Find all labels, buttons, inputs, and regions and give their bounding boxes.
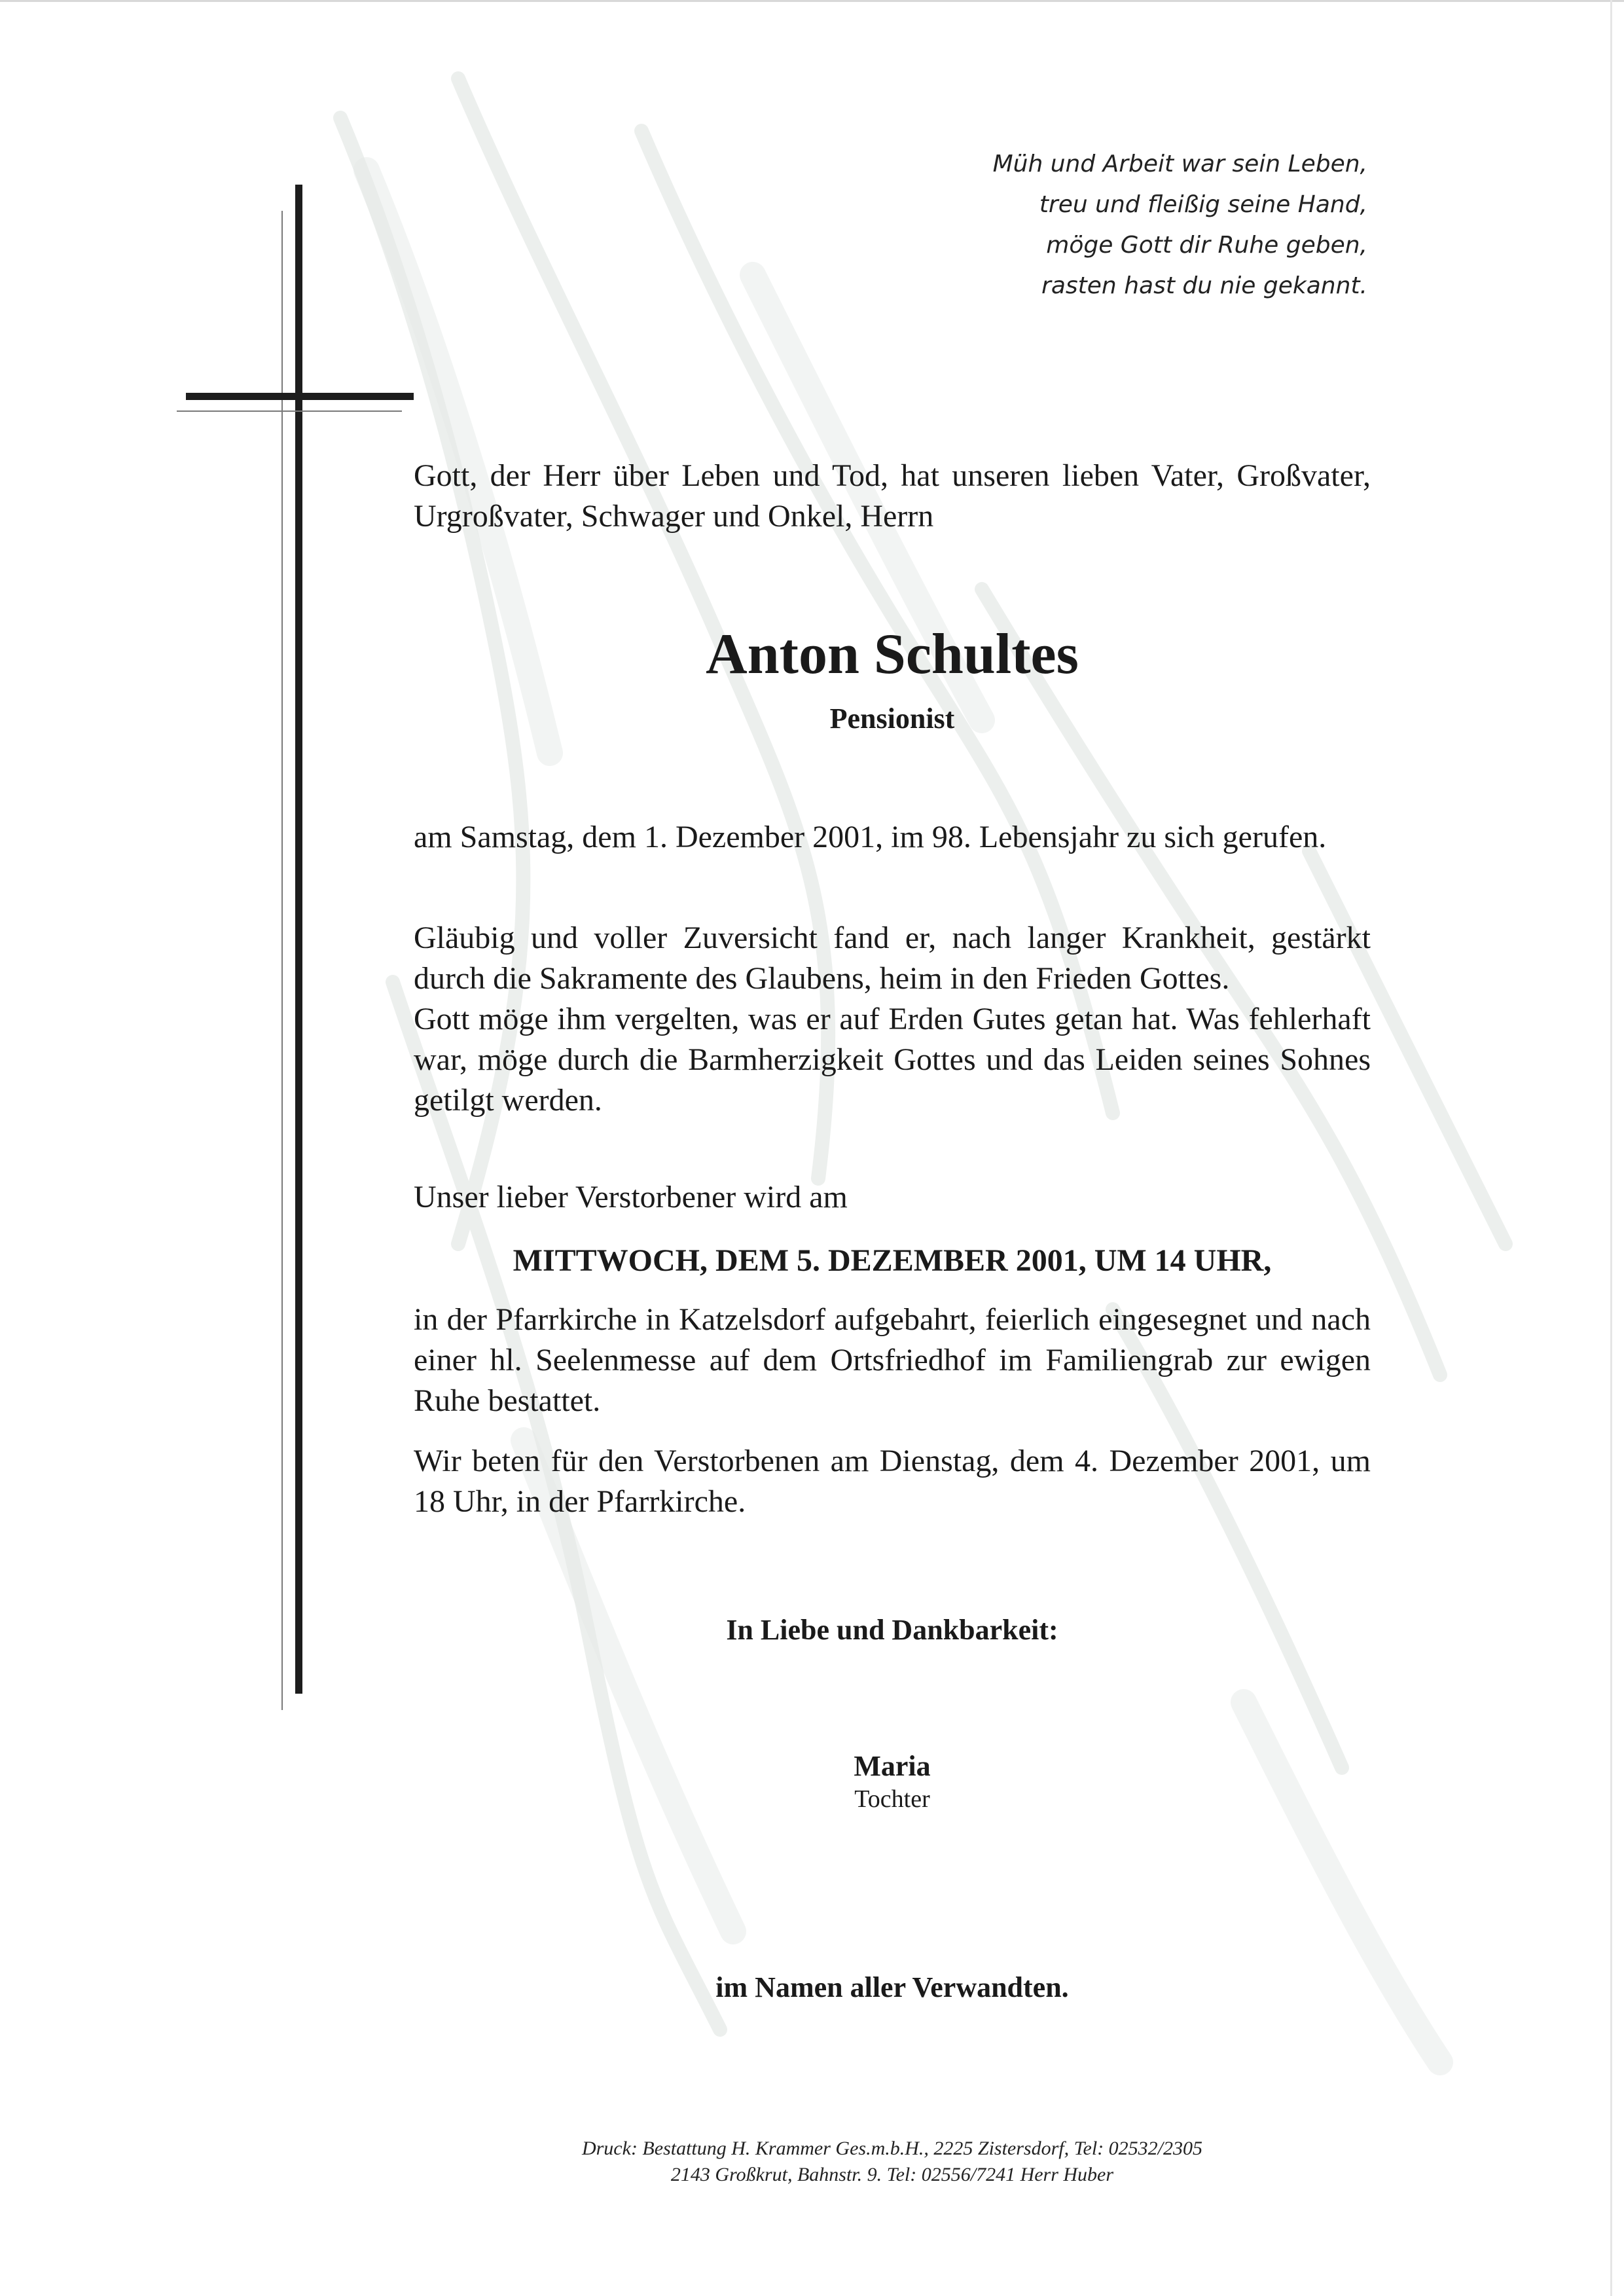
- scan-edge-right: [1610, 0, 1612, 2296]
- cross-horizontal-shadow-line: [177, 410, 402, 412]
- scan-edge-top: [0, 0, 1624, 2]
- footer-line: Druck: Bestattung H. Krammer Ges.m.b.H., 2225 Zistersdorf, Tel: 02532/2305: [581, 2138, 1203, 2159]
- deceased-occupation: Pensionist: [829, 702, 955, 735]
- footer-line: 2143 Großkrut, Bahnstr. 9. Tel: 02556/7241 Herr Huber: [670, 2164, 1114, 2185]
- cross-horizontal-bar: [186, 393, 414, 400]
- poem-line: Müh und Arbeit war sein Leben,: [992, 151, 1367, 177]
- faith-text: Gläubig und voller Zuversicht fand er, nach langer Krankheit, gestärkt durch die Sakramente des Glaubens, heim in den Frieden Gottes.: [414, 920, 1371, 996]
- poem-line: treu und fleißig seine Hand,: [1039, 191, 1367, 218]
- cross-vertical-shadow-line: [281, 211, 283, 1710]
- memorial-poem: [778, 144, 1367, 306]
- poem-line: möge Gott dir Ruhe geben,: [1046, 232, 1367, 259]
- burial-paragraph: in der Pfarrkirche in Katzelsdorf aufgebahrt, feierlich eingesegnet und nach einer hl. Seelenmesse auf dem Ortsfriedhof im Familiengrab zur ewigen Ruhe bestattet.: [414, 1302, 1371, 1418]
- closing-heading: In Liebe und Dankbarkeit:: [726, 1614, 1058, 1646]
- blessing-text: Gott möge ihm vergelten, was er auf Erden Gutes getan hat. Was fehlerhaft war, möge durch die Barmherzigkeit Gottes und das Leiden seines Sohnes getilgt werden.: [414, 1002, 1371, 1118]
- mourner-name: Maria: [854, 1750, 931, 1782]
- prayer-paragraph: Wir beten für den Verstorbenen am Dienstag, dem 4. Dezember 2001, um 18 Uhr, in der Pfarrkirche.: [414, 1444, 1371, 1519]
- deceased-name: Anton Schultes: [706, 623, 1079, 686]
- death-date-paragraph: am Samstag, dem 1. Dezember 2001, im 98. Lebensjahr zu sich gerufen.: [414, 820, 1327, 854]
- mourner-relation: Tochter: [854, 1785, 930, 1813]
- intro-paragraph: Gott, der Herr über Leben und Tod, hat unseren lieben Vater, Großvater, Urgroßvater, Schwager und Onkel, Herrn: [414, 458, 1371, 534]
- faith-paragraph: [414, 918, 1371, 1121]
- laying-in-state-intro: Unser lieber Verstorbener wird am: [414, 1180, 848, 1214]
- family-signature: im Namen aller Verwandten.: [715, 1971, 1069, 2003]
- poem-line: rasten hast du nie gekannt.: [1041, 272, 1367, 299]
- printer-footer: [348, 2136, 1436, 2188]
- funeral-date: MITTWOCH, DEM 5. DEZEMBER 2001, UM 14 UHR,: [513, 1243, 1272, 1278]
